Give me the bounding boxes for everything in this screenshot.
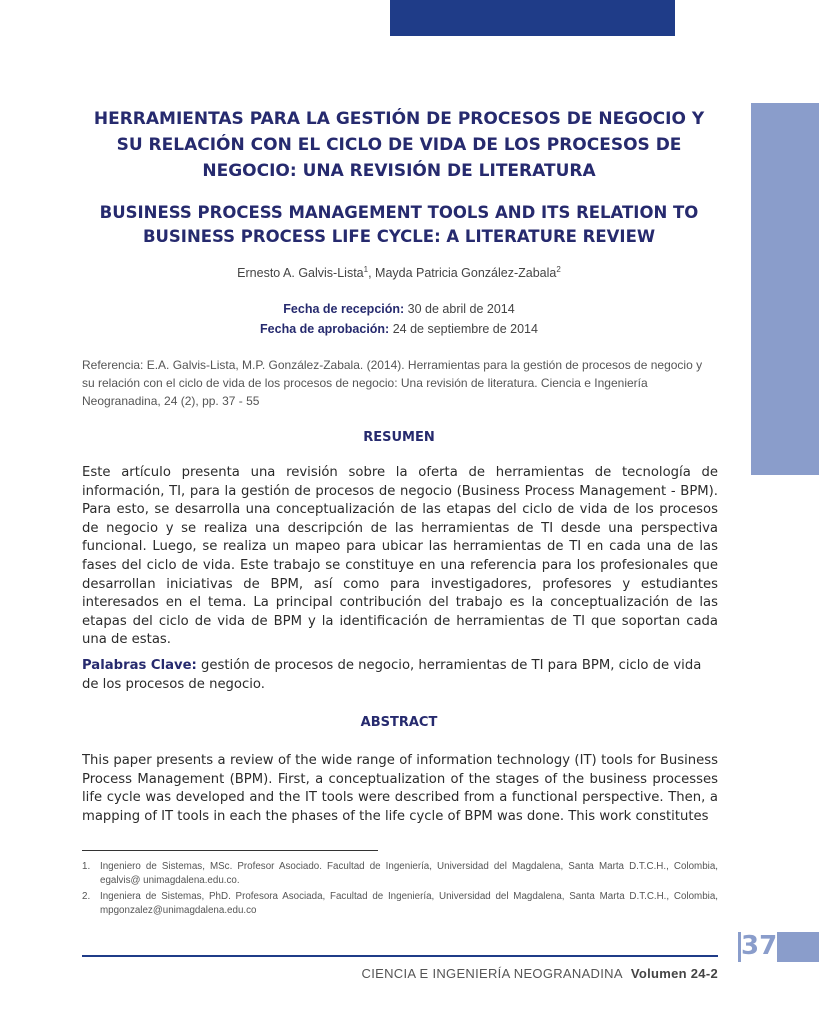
footnote-text: Ingeniera de Sistemas, PhD. Profesora Asociada, Facultad de Ingeniería, Universidad del Magdalena, Santa Marta D.T.C.H., Colombia, mpgonzalez@unimagdalena.edu.co: [100, 891, 718, 916]
journal-volume: Volumen 24-2: [630, 966, 718, 981]
footnote-text: Ingeniero de Sistemas, MSc. Profesor Asociado. Facultad de Ingeniería, Universidad del Magdalena, Santa Marta D.T.C.H., Colombia, egalvis@ unimagdalena.edu.co.: [100, 861, 718, 886]
header-color-bar: [390, 0, 675, 36]
resumen-heading: RESUMEN: [363, 430, 435, 445]
resumen-text: Este artículo presenta una revisión sobre la oferta de herramientas de tecnología de información, TI, para la gestión de procesos de negocio (Business Process Management - BPM). Para esto, se desarrolla una conceptualización de las etapas del ciclo de vida de los procesos de negocio y se realiza una descripción de las herramientas de TI desde una perspectiva funcional. Luego, se realiza un mapeo para ubicar las herramientas de TI en cada una de las fases del ciclo de vida. Este trabajo se constituye en una referencia para los profesionales que desarrollan iniciativas de BPM, así como para investigadores, profesores y estudiantes interesados en el tema. La principal contribución del trabajo es la conceptualización de las etapas del ciclo de vida de BPM y la identificación de herramientas de TI que soportan cada una de estas.: [82, 465, 718, 648]
received-value: 30 de abril de 2014: [407, 302, 515, 316]
footnote-number: 2.: [82, 891, 91, 902]
journal-name: CIENCIA E INGENIERÍA NEOGRANADINA: [361, 966, 623, 981]
keywords: [82, 657, 718, 694]
author-separator: ,: [368, 266, 376, 281]
side-tab-decoration: [751, 103, 819, 475]
authors: [82, 265, 716, 280]
received-date: [82, 299, 716, 319]
keywords-label: Palabras Clave:: [82, 658, 197, 673]
title-english: BUSINESS PROCESS MANAGEMENT TOOLS AND ITS RELATION TO BUSINESS PROCESS LIFE CYCLE: A LITERATURE REVIEW: [99, 203, 699, 246]
dates-block: [82, 299, 716, 339]
journal-footer: [362, 966, 718, 981]
author-name: Ernesto A. Galvis-Lista: [237, 266, 364, 281]
citation-reference: Referencia: E.A. Galvis-Lista, M.P. González-Zabala. (2014). Herramientas para la gestión de procesos de negocio y su relación con el ciclo de vida de los procesos de negocio: Una revisión de literatura. Ciencia e Ingeniería Neogranadina, 24 (2), pp. 37 - 55: [82, 358, 703, 408]
abstract-heading: ABSTRACT: [360, 715, 438, 730]
received-label: Fecha de recepción:: [283, 302, 405, 316]
footnotes: [82, 860, 718, 920]
keywords-text: gestión de procesos de negocio, herramientas de TI para BPM, ciclo de vida de los procesos de negocio.: [82, 658, 702, 692]
footnote-item: [82, 890, 718, 918]
approved-date: [82, 319, 716, 339]
footer-rule: [82, 955, 718, 957]
abstract-text: This paper presents a review of the wide range of information technology (IT) tools for Business Process Management (BPM). First, a conceptualization of the stages of the business processes life cycle was developed and the IT tools were described from a functional perspective. Then, a mapping of IT tools in each the phases of the life cycle of BPM was done. This work constitutes: [82, 753, 718, 824]
footnote-divider: [82, 850, 378, 851]
footnote-number: 1.: [82, 861, 91, 872]
page-number: 37: [741, 931, 778, 961]
approved-label: Fecha de aprobación:: [260, 322, 390, 336]
author-footnote-mark[interactable]: 2: [556, 265, 561, 274]
approved-value: 24 de septiembre de 2014: [392, 322, 538, 336]
footnote-item: [82, 860, 718, 888]
author-footnote-mark[interactable]: 1: [363, 265, 369, 274]
title-spanish: HERRAMIENTAS PARA LA GESTIÓN DE PROCESOS DE NEGOCIO Y SU RELACIÓN CON EL CICLO DE VIDA DE LOS PROCESOS DE NEGOCIO: UNA REVISIÓN DE LITERATURA: [93, 109, 705, 181]
author-name: Mayda Patricia González-Zabala: [375, 266, 557, 281]
